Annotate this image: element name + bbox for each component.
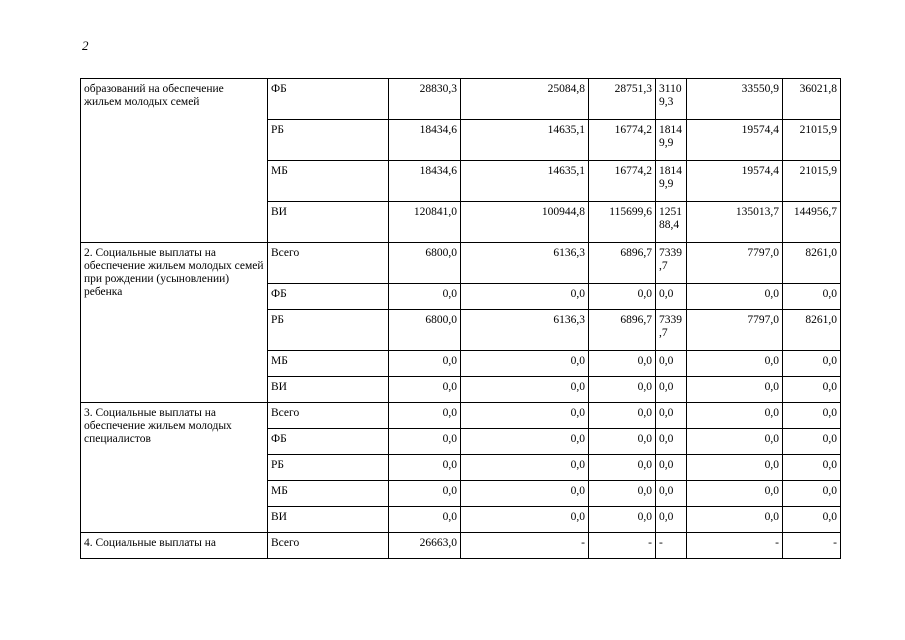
funding-source-cell: Всего	[268, 403, 389, 429]
value-cell: 0,0	[389, 284, 461, 310]
funding-source-cell: Всего	[268, 533, 389, 559]
value-cell: 21015,9	[783, 161, 841, 202]
funding-source-cell: РБ	[268, 120, 389, 161]
value-cell: 1251 88,4	[656, 202, 687, 243]
value-cell: 0,0	[389, 429, 461, 455]
funding-source-cell: ФБ	[268, 429, 389, 455]
value-cell: 0,0	[687, 284, 783, 310]
table-row	[81, 533, 841, 559]
value-cell: 0,0	[687, 351, 783, 377]
value-cell: 0,0	[783, 507, 841, 533]
value-cell: 16774,2	[589, 120, 656, 161]
value-cell: 0,0	[389, 481, 461, 507]
value-cell: 0,0	[783, 455, 841, 481]
value-cell: 14635,1	[461, 161, 589, 202]
funding-source-cell: МБ	[268, 481, 389, 507]
value-cell: 0,0	[589, 377, 656, 403]
value-cell: 3110 9,3	[656, 79, 687, 120]
value-cell: 0,0	[783, 351, 841, 377]
value-cell: 0,0	[783, 284, 841, 310]
program-item-label: 4. Социальные выплаты на	[81, 533, 268, 559]
value-cell: 1814 9,9	[656, 120, 687, 161]
value-cell: 0,0	[783, 429, 841, 455]
value-cell: 0,0	[461, 507, 589, 533]
funding-source-cell: РБ	[268, 455, 389, 481]
value-cell: 0,0	[783, 403, 841, 429]
value-cell: 7339 ,7	[656, 243, 687, 284]
value-cell: -	[687, 533, 783, 559]
value-cell: 0,0	[589, 507, 656, 533]
value-cell: 19574,4	[687, 120, 783, 161]
value-cell: 0,0	[656, 455, 687, 481]
value-cell: 33550,9	[687, 79, 783, 120]
program-item-label: образований на обеспечение жильем молодых семей	[81, 79, 268, 243]
value-cell: 18434,6	[389, 161, 461, 202]
value-cell: 0,0	[687, 507, 783, 533]
program-item-label: 2. Социальные выплаты на обеспечение жильем молодых семей при рождении (усыновлении) ребенка	[81, 243, 268, 403]
program-item-label: 3. Социальные выплаты на обеспечение жильем молодых специалистов	[81, 403, 268, 533]
value-cell: 6800,0	[389, 310, 461, 351]
value-cell: 8261,0	[783, 310, 841, 351]
value-cell: 28830,3	[389, 79, 461, 120]
value-cell: 0,0	[687, 377, 783, 403]
value-cell: 100944,8	[461, 202, 589, 243]
page-number: 2	[82, 38, 89, 53]
value-cell: 0,0	[656, 481, 687, 507]
value-cell: 0,0	[656, 507, 687, 533]
value-cell: 0,0	[461, 455, 589, 481]
value-cell: 115699,6	[589, 202, 656, 243]
value-cell: 0,0	[687, 455, 783, 481]
funding-source-cell: ВИ	[268, 377, 389, 403]
value-cell: 0,0	[687, 429, 783, 455]
value-cell: -	[656, 533, 687, 559]
value-cell: 0,0	[461, 429, 589, 455]
value-cell: 7797,0	[687, 310, 783, 351]
value-cell: 0,0	[656, 377, 687, 403]
budget-table	[80, 78, 841, 559]
value-cell: 6136,3	[461, 243, 589, 284]
funding-source-cell: ФБ	[268, 79, 389, 120]
value-cell: 0,0	[687, 403, 783, 429]
value-cell: 18434,6	[389, 120, 461, 161]
value-cell: -	[783, 533, 841, 559]
value-cell: 0,0	[461, 351, 589, 377]
value-cell: 135013,7	[687, 202, 783, 243]
funding-source-cell: Всего	[268, 243, 389, 284]
value-cell: -	[461, 533, 589, 559]
value-cell: -	[589, 533, 656, 559]
value-cell: 0,0	[589, 429, 656, 455]
value-cell: 0,0	[687, 481, 783, 507]
funding-source-cell: ВИ	[268, 202, 389, 243]
value-cell: 16774,2	[589, 161, 656, 202]
value-cell: 1814 9,9	[656, 161, 687, 202]
funding-source-cell: РБ	[268, 310, 389, 351]
value-cell: 0,0	[461, 284, 589, 310]
value-cell: 0,0	[461, 377, 589, 403]
value-cell: 0,0	[656, 403, 687, 429]
value-cell: 0,0	[389, 351, 461, 377]
value-cell: 0,0	[783, 377, 841, 403]
value-cell: 0,0	[389, 377, 461, 403]
value-cell: 0,0	[589, 481, 656, 507]
value-cell: 26663,0	[389, 533, 461, 559]
funding-source-cell: ФБ	[268, 284, 389, 310]
value-cell: 0,0	[389, 507, 461, 533]
value-cell: 28751,3	[589, 79, 656, 120]
table-row	[81, 243, 841, 284]
value-cell: 7797,0	[687, 243, 783, 284]
table-row	[81, 79, 841, 120]
value-cell: 6896,7	[589, 310, 656, 351]
value-cell: 6800,0	[389, 243, 461, 284]
value-cell: 14635,1	[461, 120, 589, 161]
value-cell: 6136,3	[461, 310, 589, 351]
value-cell: 25084,8	[461, 79, 589, 120]
value-cell: 0,0	[461, 481, 589, 507]
value-cell: 0,0	[656, 429, 687, 455]
value-cell: 0,0	[389, 403, 461, 429]
value-cell: 8261,0	[783, 243, 841, 284]
value-cell: 0,0	[783, 481, 841, 507]
value-cell: 6896,7	[589, 243, 656, 284]
value-cell: 36021,8	[783, 79, 841, 120]
value-cell: 120841,0	[389, 202, 461, 243]
value-cell: 144956,7	[783, 202, 841, 243]
funding-source-cell: МБ	[268, 351, 389, 377]
value-cell: 0,0	[389, 455, 461, 481]
value-cell: 0,0	[656, 351, 687, 377]
value-cell: 0,0	[461, 403, 589, 429]
value-cell: 7339 ,7	[656, 310, 687, 351]
value-cell: 0,0	[589, 351, 656, 377]
value-cell: 0,0	[589, 403, 656, 429]
value-cell: 19574,4	[687, 161, 783, 202]
value-cell: 0,0	[589, 455, 656, 481]
funding-source-cell: ВИ	[268, 507, 389, 533]
value-cell: 0,0	[656, 284, 687, 310]
value-cell: 21015,9	[783, 120, 841, 161]
table-row	[81, 403, 841, 429]
value-cell: 0,0	[589, 284, 656, 310]
funding-source-cell: МБ	[268, 161, 389, 202]
